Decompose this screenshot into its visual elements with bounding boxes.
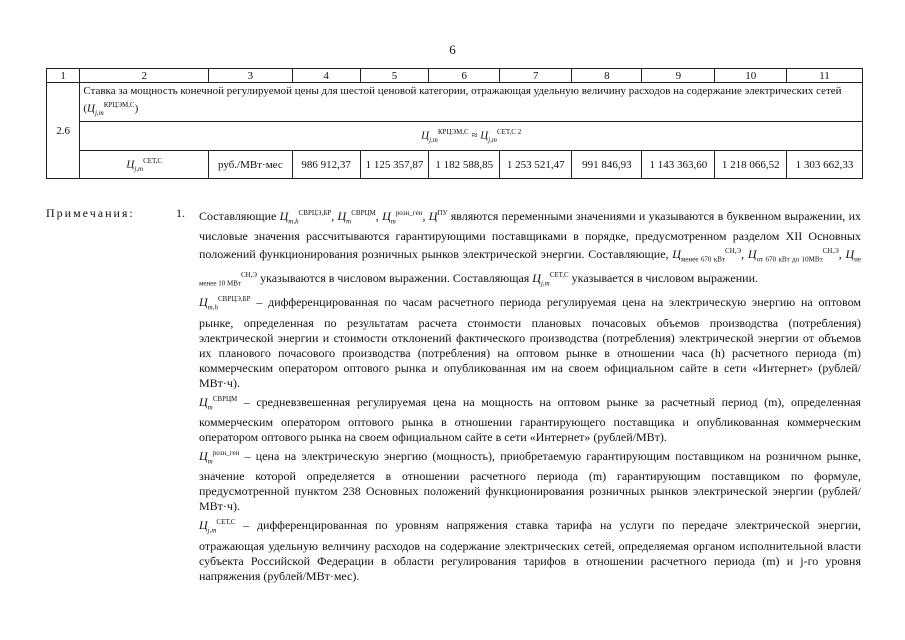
col-header-5: 5 [360, 69, 429, 83]
note-paragraph-3: $Ц_m^{СВРЦМ}$ – средневзвешенная регулируемая цена на мощность на оптовом рынке за расчетный период (m), определенная коммерческим оператором оптового рынка в отношении гарантирующего поставщика и опубликованная коммерческим оператором оптового рынка на своем официальном сайте в сети «Интернет» (рублей/МВт). [199, 394, 861, 444]
unit-cell: руб./МВт·мес [209, 151, 293, 179]
table-header-row [47, 69, 863, 83]
formula-cell: $Ц_{j,m}^{КРЦЭМ,С} \approx Ц_{j,m}^{СЕТ,С}$ $^2$ [80, 122, 863, 151]
col-header-11: 11 [787, 69, 863, 83]
value-cell-5: 991 846,93 [572, 151, 642, 179]
note-paragraph-4: $Ц_m^{розн\_ген}$ – цена на электрическую энергию (мощность), приобретаемую гарантирующим поставщиком на розничном рынке, значение которой определяется в отношении расчетного периода (m) гарантирующим поставщиком по формуле, предусмотренной пунктом 238 Основных положений функционирования розничных рынков электрической энергии (рублей/МВт·ч). [199, 448, 861, 514]
col-header-10: 10 [715, 69, 787, 83]
value-cell-4: 1 253 521,47 [500, 151, 572, 179]
col-header-9: 9 [642, 69, 715, 83]
value-cell-7: 1 218 066,52 [715, 151, 787, 179]
notes-number: 1. [176, 206, 185, 220]
col-header-2: 2 [80, 69, 209, 83]
table-row-label [47, 83, 863, 122]
note-paragraph-5: $Ц_{j,m}^{СЕТ,С}$ – дифференцированная по уровням напряжения ставка тарифа на услуги по передаче электрической энергии, отражающая удельную величину расходов на содержание электрических сетей, определяемая органом исполнительной власти субъекта Российской Федерации в области регулирования тарифов в отношении расчетного периода (m) и j-го уровня напряжения (рублей/МВт·мес). [199, 518, 861, 583]
table-row-formula [47, 122, 863, 151]
col-header-6: 6 [429, 69, 500, 83]
note-paragraph-1: Составляющие $Ц_{m,h}^{СВРЦЭ,БР}$, $Ц_m^{СВРЦМ}$, $Ц_m^{розн\_ген}$, $Ц^{ПУ}$ являются переменными значениями и указываются в буквенном выражении, их числовые значения рассчитываются гарантирующими поставщиками в порядке, предусмотренном разделом XII Основных положений функционирования розничных рынков электрической энергии. Составляющие, $Ц_{менее 670 кВт}^{СН,Э}$, $Ц_{от 670 кВт до 10МВт}^{СН,Э}$, $Ц_{не менее 10 МВт}^{СН,Э}$ указываются в числовом выражении. Составляющая $Ц_{j,m}^{СЕТ,С}$ указывается в числовом выражении. [199, 209, 862, 288]
notes-body [199, 206, 861, 585]
table-row-values [47, 151, 863, 179]
col-header-7: 7 [500, 69, 572, 83]
row-number: 2.6 [47, 83, 80, 179]
col-header-8: 8 [572, 69, 642, 83]
value-symbol: $Ц_{j,m}^{СЕТ,С}$ [80, 151, 209, 179]
value-cell-6: 1 143 363,60 [642, 151, 715, 179]
notes-label: Примечания: [46, 206, 135, 220]
note-paragraph-2: $Ц_{m,h}^{СВРЦЭ,БР}$ – дифференцированная по часам расчетного периода регулируемая цена на электрическую энергию на оптовом рынке, определенная по результатам расчета стоимости плановых почасовых объемов производства (потребления) электрической энергии и стоимости отклонений фактического производства (потребления) электрической энергии от объемов их планового почасового производства (потребления) на оптовом рынке в отношении часа (h) расчетного периода (m) коммерческим оператором оптового рынка и опубликованная им на своем официальном сайте в сети «Интернет» (рублей/МВт·ч). [199, 295, 861, 390]
tariff-table [46, 68, 863, 179]
value-cell-3: 1 182 588,85 [429, 151, 500, 179]
page-number: 6 [449, 42, 456, 57]
col-header-1: 1 [47, 69, 80, 83]
col-header-4: 4 [292, 69, 360, 83]
row-description: Ставка за мощность конечной регулируемой цены для шестой ценовой категории, отражающая удельную величину расходов на содержание электрических сетей $(Ц_{j,m}^{КРЦЭМ,С})$ [80, 83, 863, 122]
value-cell-2: 1 125 357,87 [360, 151, 429, 179]
value-cell-1: 986 912,37 [292, 151, 360, 179]
value-cell-8: 1 303 662,33 [787, 151, 863, 179]
col-header-3: 3 [209, 69, 293, 83]
